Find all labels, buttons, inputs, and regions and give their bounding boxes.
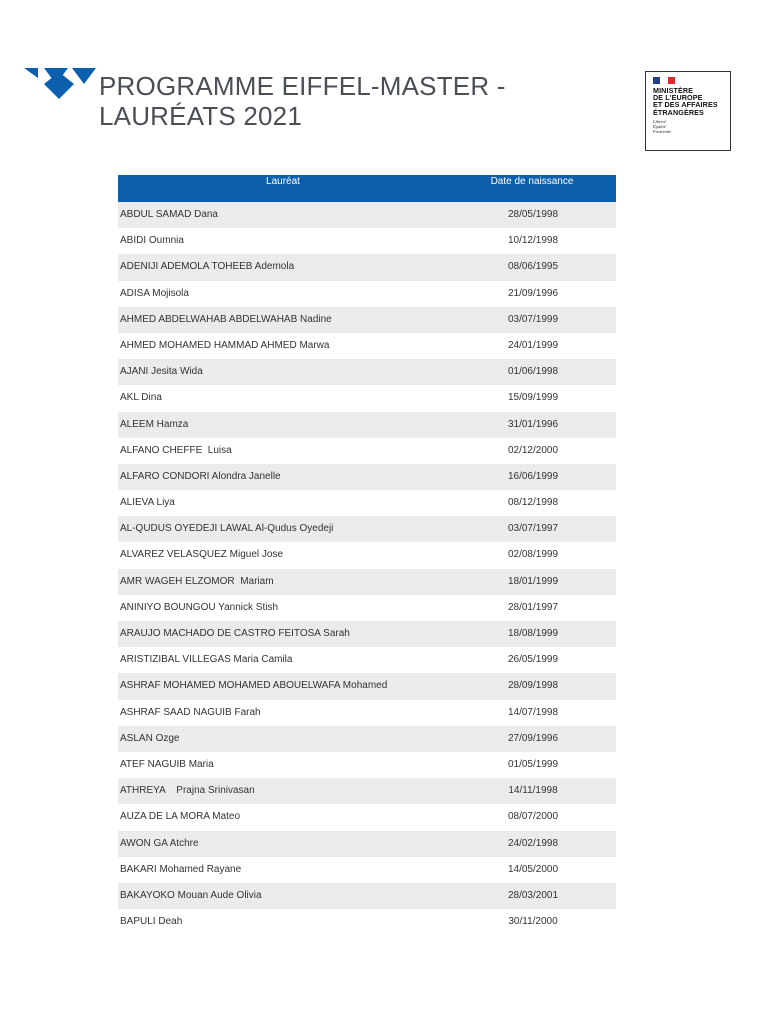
birth-date: 30/11/2000: [508, 916, 558, 928]
table-row: [118, 909, 616, 935]
laureate-name: ALIEVA Liya: [120, 497, 175, 509]
birth-date: 03/07/1997: [507, 523, 559, 535]
motto-line-3: Fraternité: [653, 129, 672, 134]
table-row: [118, 202, 616, 228]
table-row: [118, 412, 616, 438]
french-flag-icon: [653, 77, 675, 84]
birth-date: 21/09/1996: [507, 287, 559, 299]
table-header: [118, 175, 616, 202]
birth-date: 26/05/1999: [507, 654, 559, 666]
laureate-name: ATEF NAGUIB Maria: [120, 758, 214, 770]
table-row: [118, 726, 616, 752]
campus-france-logo: [24, 66, 96, 102]
birth-date: 02/12/2000: [507, 444, 559, 456]
ministry-logo: [645, 71, 731, 151]
laureate-name: AKL Dina: [120, 392, 162, 404]
ministry-line-3: ET DES AFFAIRES: [653, 100, 718, 110]
birth-date: 01/05/1999: [507, 758, 559, 770]
table-row: [118, 516, 616, 542]
title-line-2: LAURÉATS 2021: [99, 101, 302, 131]
motto-line-2: Égalité: [653, 124, 666, 129]
laureate-name: AUZA DE LA MORA Mateo: [120, 811, 241, 823]
table-row: [118, 307, 616, 333]
laureate-name: ASHRAF SAAD NAGUIB Farah: [120, 706, 261, 718]
birth-date: 28/03/2001: [507, 889, 559, 901]
laureate-name: ASHRAF MOHAMED MOHAMED ABOUELWAFA Mohamed: [120, 680, 388, 692]
table-row: [118, 700, 616, 726]
ministry-line-1: MINISTÈRE: [653, 86, 694, 95]
laureate-name: AHMED ABDELWAHAB ABDELWAHAB Nadine: [120, 313, 332, 325]
page-title: [99, 71, 506, 131]
birth-date: 18/01/1999: [507, 575, 559, 587]
birth-date: 18/08/1999: [507, 628, 559, 639]
table-row: [118, 490, 616, 516]
laureate-name: AMR WAGEH ELZOMOR Mariam: [120, 575, 274, 587]
ministry-name: [653, 87, 731, 116]
laureate-name: BAKARI Mohamed Rayane: [120, 863, 242, 875]
laureate-name: ADISA Mojisola: [120, 287, 189, 299]
birth-date: 15/09/1999: [507, 392, 559, 404]
birth-date: 24/02/1998: [507, 837, 559, 849]
laureate-name: ARAUJO MACHADO DE CASTRO FEITOSA Sarah: [120, 628, 350, 639]
column-header-laureat: Lauréat: [266, 176, 300, 187]
ministry-line-2: DE L'EUROPE: [653, 93, 703, 103]
laureate-name: AWON GA Atchre: [120, 837, 199, 849]
birth-date: 01/06/1998: [507, 366, 559, 378]
laureates-table: [118, 175, 616, 935]
birth-date: 28/05/1998: [507, 209, 559, 220]
laureate-name: ARISTIZIBAL VILLEGAS Maria Camila: [120, 654, 293, 666]
ministry-line-4: ÉTRANGÈRES: [653, 107, 704, 117]
laureate-name: BAPULI Deah: [120, 916, 183, 928]
laureate-name: ALFANO CHEFFE Luisa: [120, 444, 232, 456]
title-line-1: PROGRAMME EIFFEL-MASTER -: [99, 71, 506, 101]
birth-date: 14/07/1998: [507, 706, 559, 718]
table-row: [118, 647, 616, 673]
laureate-name: AHMED MOHAMED HAMMAD AHMED Marwa: [120, 339, 330, 351]
birth-date: 03/07/1999: [507, 313, 559, 325]
table-row: [118, 254, 616, 280]
birth-date: 02/08/1999: [507, 549, 559, 561]
table-row: [118, 778, 616, 804]
table-row: [118, 883, 616, 909]
table-row: [118, 569, 616, 595]
table-row: [118, 831, 616, 857]
table-row: [118, 281, 616, 307]
birth-date: 28/01/1997: [507, 601, 559, 613]
laureate-name: AJANI Jesita Wida: [120, 366, 203, 378]
table-row: [118, 385, 616, 411]
table-body: [118, 202, 616, 935]
birth-date: 16/06/1999: [507, 470, 559, 482]
ministry-motto: [653, 119, 671, 134]
laureate-name: ABDUL SAMAD Dana: [120, 209, 218, 220]
table-row: [118, 542, 616, 568]
birth-date: 14/05/2000: [507, 863, 559, 875]
table-row: [118, 752, 616, 778]
table-row: [118, 595, 616, 621]
table-row: [118, 673, 616, 699]
laureate-name: ABIDI Oumnia: [120, 235, 184, 247]
laureate-name: ALVAREZ VELASQUEZ Miguel Jose: [120, 549, 284, 561]
laureate-name: ATHREYA Prajna Srinivasan: [120, 785, 255, 797]
table-row: [118, 464, 616, 490]
laureate-name: ALEEM Hamza: [120, 418, 189, 430]
table-row: [118, 359, 616, 385]
column-header-date: Date de naissance: [490, 176, 574, 187]
birth-date: 08/07/2000: [507, 811, 559, 823]
table-row: [118, 621, 616, 647]
birth-date: 14/11/1998: [508, 785, 558, 797]
laureate-name: ANINIYO BOUNGOU Yannick Stish: [120, 601, 279, 613]
birth-date: 27/09/1996: [507, 732, 559, 744]
table-row: [118, 438, 616, 464]
laureate-name: ALFARO CONDORI Alondra Janelle: [120, 470, 281, 482]
laureate-name: BAKAYOKO Mouan Aude Olivia: [120, 889, 262, 901]
laureate-name: ADENIJI ADEMOLA TOHEEB Ademola: [120, 261, 295, 273]
table-row: [118, 857, 616, 883]
birth-date: 08/12/1998: [507, 497, 559, 509]
birth-date: 28/09/1998: [507, 680, 559, 692]
table-row: [118, 804, 616, 830]
birth-date: 31/01/1996: [507, 418, 559, 430]
laureate-name: ASLAN Ozge: [120, 732, 180, 744]
birth-date: 10/12/1998: [507, 235, 559, 247]
birth-date: 24/01/1999: [507, 339, 559, 351]
birth-date: 08/06/1995: [507, 261, 559, 273]
motto-line-1: Liberté: [653, 119, 666, 124]
laureate-name: AL-QUDUS OYEDEJI LAWAL Al-Qudus Oyedeji: [120, 523, 334, 535]
table-row: [118, 333, 616, 359]
table-row: [118, 228, 616, 254]
